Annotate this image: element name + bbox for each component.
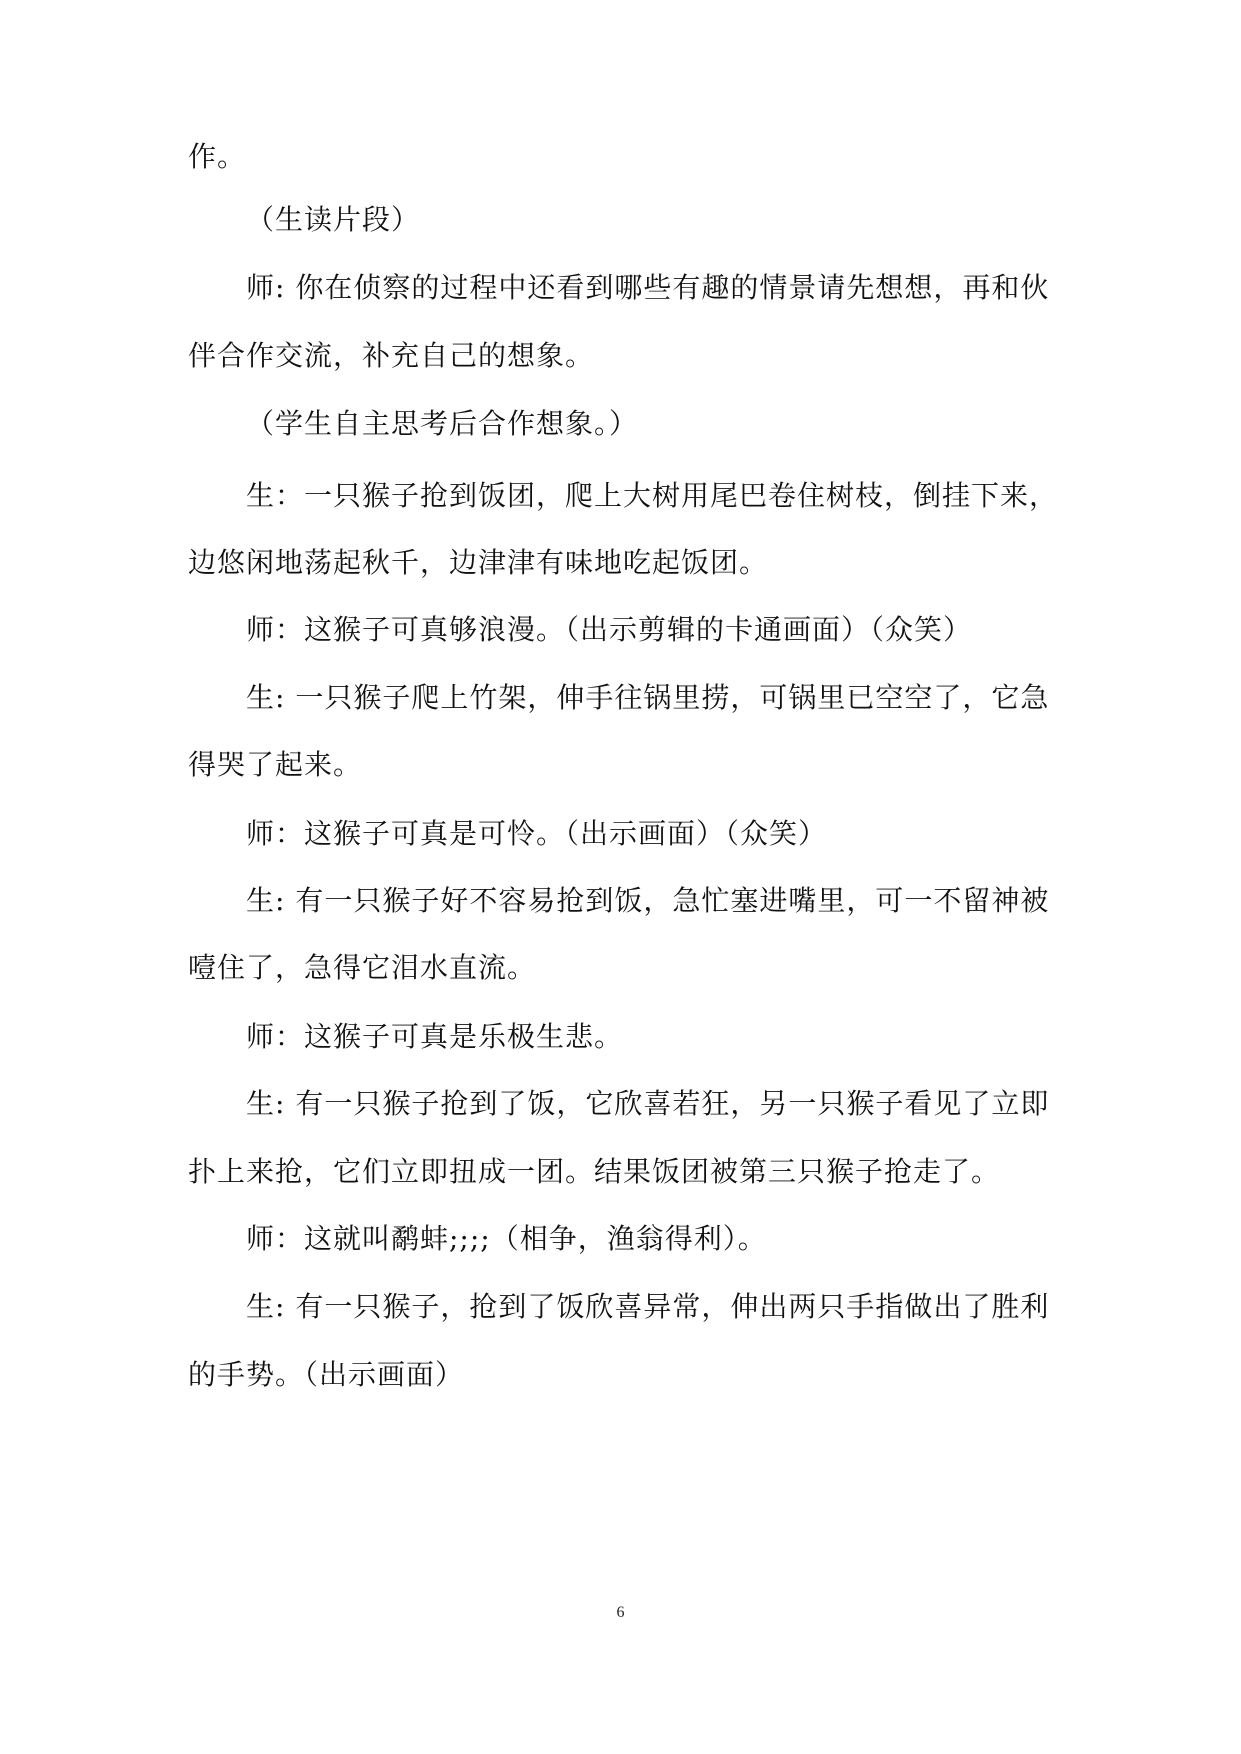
text-line-1: 作。: [188, 140, 247, 173]
text-line-4: 伴合作交流，补充自己的想象。: [188, 339, 595, 372]
text-line-17: 师：这就叫鹬蚌;;;;（相争，渔翁得利）。: [246, 1222, 767, 1255]
text-line-12: 生: 有一只猴子好不容易抢到饭，急忙塞进嘴里，可一不留神被: [246, 884, 1050, 917]
text-line-13: 噎住了，急得它泪水直流。: [188, 951, 537, 984]
text-line-18: 生: 有一只猴子，抢到了饭欣喜异常，伸出两只手指做出了胜利: [246, 1290, 1050, 1323]
text-line-11: 师：这猴子可真是可怜。（出示画面）（众笑）: [246, 817, 828, 850]
text-line-5: （学生自主思考后合作想象。）: [246, 407, 639, 440]
text-line-15: 生: 有一只猴子抢到了饭，它欣喜若狂，另一只猴子看见了立即: [246, 1087, 1050, 1120]
text-line-9: 生: 一只猴子爬上竹架，伸手往锅里捞，可锅里已空空了，它急: [246, 681, 1050, 714]
text-line-14: 师：这猴子可真是乐极生悲。: [246, 1020, 624, 1053]
text-line-7: 边悠闲地荡起秋千，边津津有味地吃起饭团。: [188, 546, 769, 579]
page-number: 6: [616, 1604, 625, 1621]
text-line-6: 生：一只猴子抢到饭团，爬上大树用尾巴卷住树枝，倒挂下来，: [246, 479, 1059, 512]
text-line-10: 得哭了起来。: [188, 748, 363, 781]
text-line-3: 师: 你在侦察的过程中还看到哪些有趣的情景请先想想，再和伙: [246, 271, 1050, 304]
text-line-2: （生读片段）: [246, 203, 421, 236]
text-line-19: 的手势。（出示画面）: [188, 1358, 465, 1391]
text-line-8: 师：这猴子可真够浪漫。（出示剪辑的卡通画面）（众笑）: [246, 613, 973, 646]
text-line-16: 扑上来抢，它们立即扭成一团。结果饭团被第三只猴子抢走了。: [188, 1155, 1001, 1188]
